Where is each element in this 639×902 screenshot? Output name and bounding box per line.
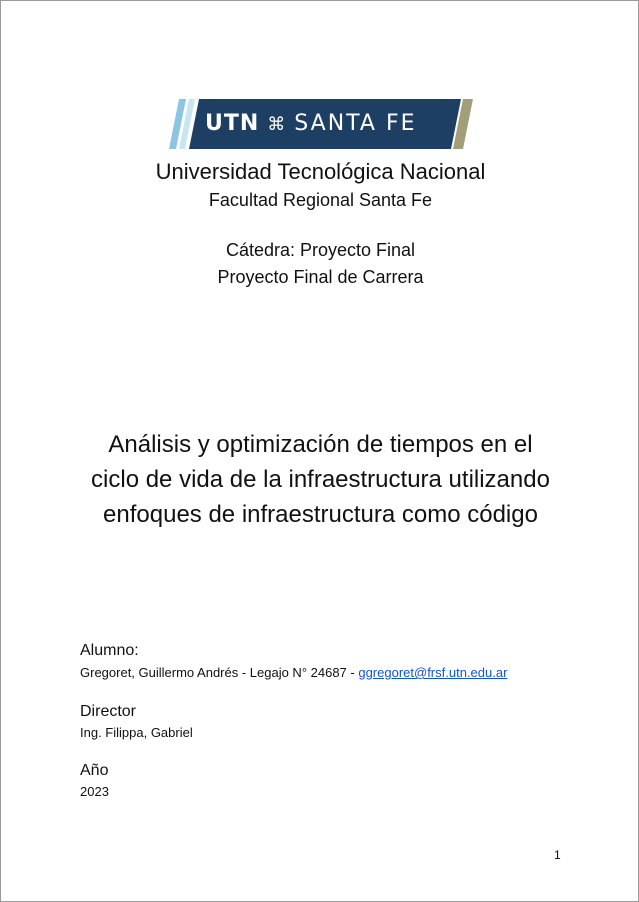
logo-text-utn: UTN xyxy=(205,111,260,136)
student-label: Alumno: xyxy=(80,642,139,659)
thesis-title-line: enfoques de infraestructura como código xyxy=(103,501,538,528)
director-name: Ing. Filippa, Gabriel xyxy=(80,725,193,740)
chair-name: Cátedra: Proyecto Final xyxy=(225,240,416,260)
university-name: Universidad Tecnológica Nacional xyxy=(155,159,486,184)
director-label: Director xyxy=(80,703,137,720)
logo-wordmark xyxy=(205,99,417,149)
faculty-name: Facultad Regional Santa Fe xyxy=(208,190,433,210)
utn-emblem-icon: ⌘ xyxy=(267,114,287,135)
student-email-link[interactable]: ggregoret@frsf.utn.edu.ar xyxy=(358,665,508,680)
student-info xyxy=(80,665,507,680)
utn-santa-fe-logo xyxy=(169,99,473,149)
year-label: Año xyxy=(80,762,109,779)
course-name: Proyecto Final de Carrera xyxy=(217,267,424,287)
thesis-title-line: ciclo de vida de la infraestructura utilizando xyxy=(91,466,550,493)
thesis-title xyxy=(61,427,580,532)
page-number: 1 xyxy=(554,848,561,862)
student-details: Gregoret, Guillermo Andrés - Legajo N° 24687 - xyxy=(80,665,359,680)
thesis-title-line: Análisis y optimización de tiempos en el xyxy=(108,431,533,458)
logo-text-santa-fe: SANTA FE xyxy=(294,111,417,136)
year-value: 2023 xyxy=(80,784,109,799)
